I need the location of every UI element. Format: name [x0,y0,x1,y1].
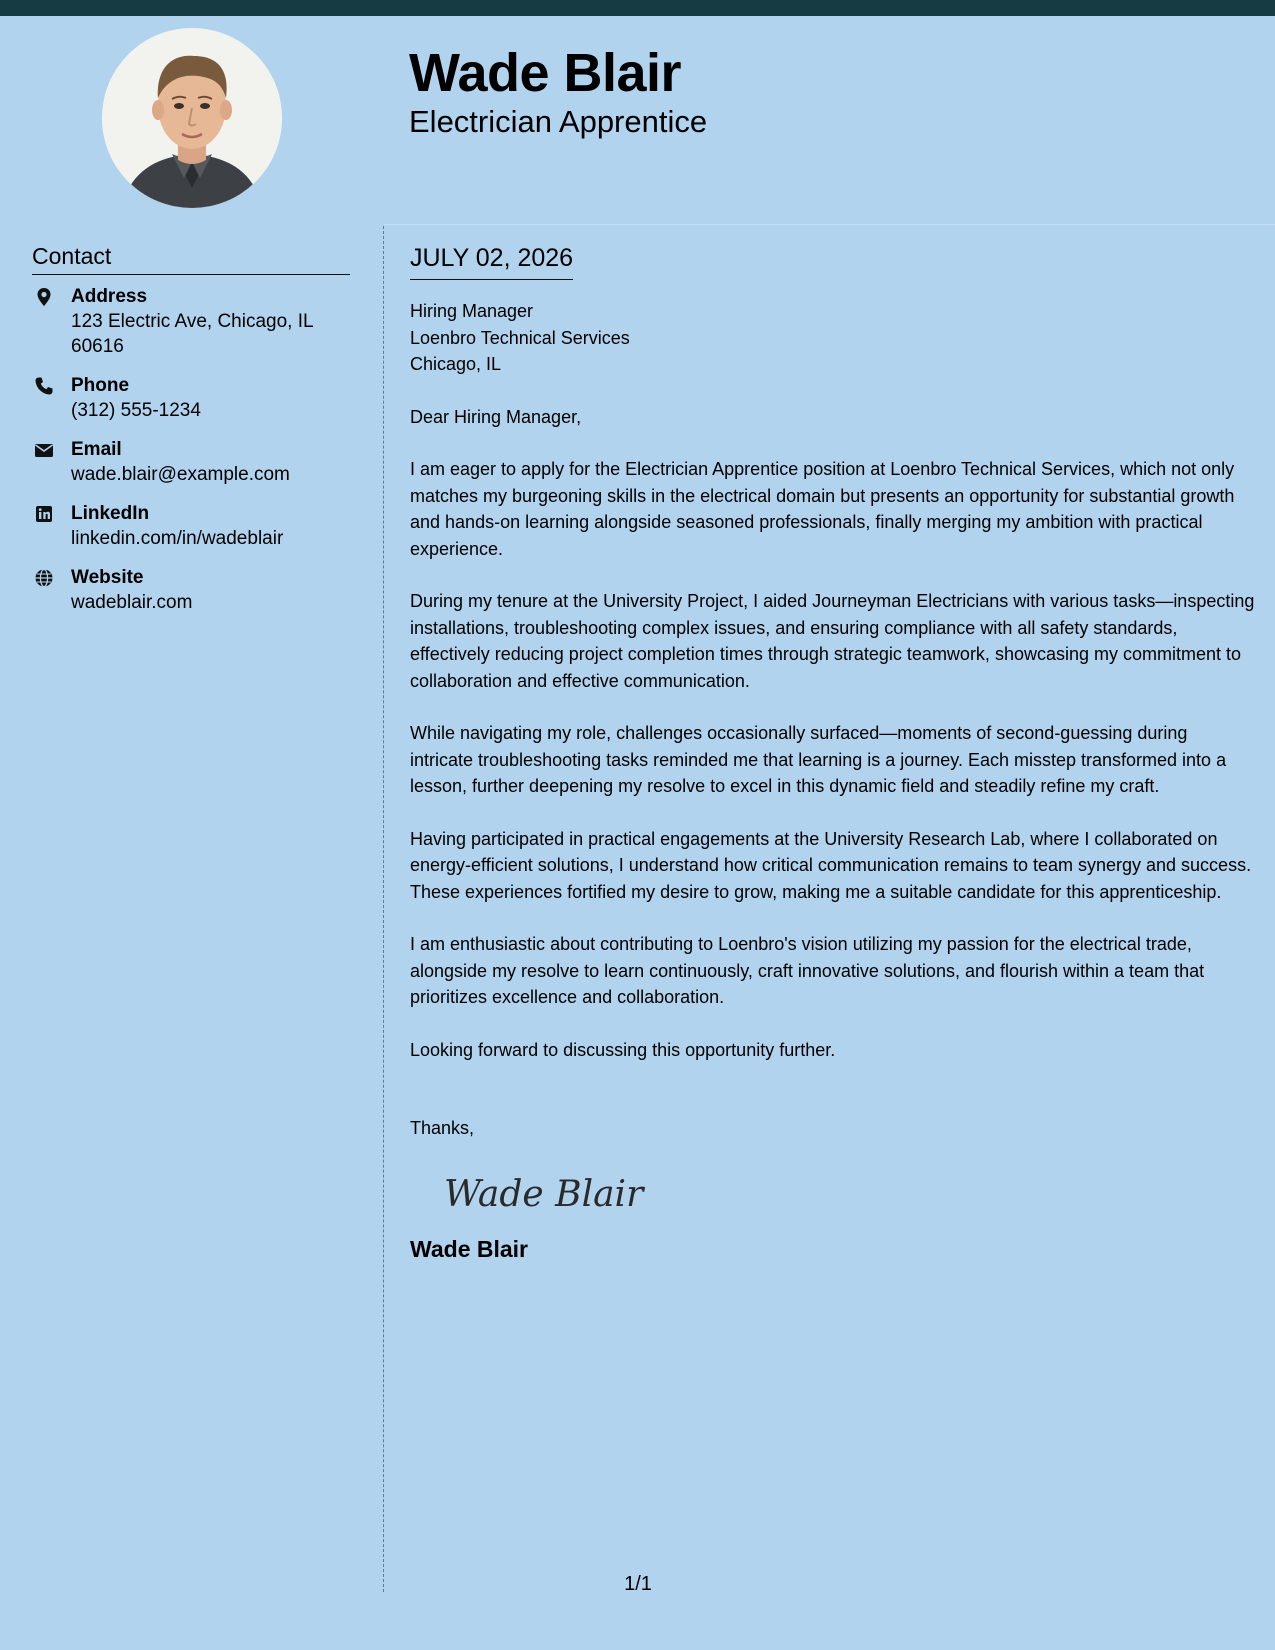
linkedin-icon [34,504,54,524]
contact-value: (312) 555-1234 [71,400,201,421]
contact-value: wadeblair.com [71,592,193,613]
profile-photo [102,28,282,208]
contact-list [32,284,350,629]
contact-heading: Contact [32,242,350,275]
recipient-line: Hiring Manager [410,301,534,321]
recipient-line: Loenbro Technical Services [410,327,630,348]
signer-name: Wade Blair [410,1235,529,1262]
header-divider [384,224,1275,225]
closing: Thanks, [410,1118,475,1138]
letter-paragraph: While navigating my role, challenges occasionally surfaced—moments of second-guessing during intricate troubleshooting tasks reminded me that learning is a journey. Each misstep transformed into a lesson, further deepening my resolve to excel in this dynamic field and steadily refine my craft. [410,723,1227,796]
contact-value: linkedin.com/in/wadeblair [71,528,284,549]
signature [442,1164,1255,1222]
recipient-block [410,298,1255,378]
contact-value: wade.blair@example.com [71,464,290,485]
page-number: 1/1 [624,1573,652,1595]
map-pin-icon [34,287,54,307]
contact-linkedin [32,501,350,551]
recipient-line: Chicago, IL [410,354,502,374]
contact-label: LinkedIn [71,503,150,524]
contact-email [32,437,350,487]
signature-image [442,1164,662,1222]
contact-value: 123 Electric Ave, Chicago, IL 60616 [71,311,313,357]
letter-paragraph: Looking forward to discussing this opportunity further. [410,1039,836,1060]
column-divider [383,226,384,1592]
letter-body [410,242,1255,1264]
letter-date: JULY 02, 2026 [410,242,573,280]
contact-website [32,565,350,615]
job-title: Electrician Apprentice [409,104,708,139]
contact-address [32,284,350,359]
candidate-name: Wade Blair [409,43,682,103]
contact-label: Address [71,286,148,307]
contact-label: Email [71,439,122,460]
contact-label: Website [71,567,144,588]
letter-paragraph: Having participated in practical engagements at the University Research Lab, where I collaborated on energy-efficient solutions, I understand how critical communication remains to team synergy and success. These experiences fortified my desire to grow, making me a suitable candidate for this apprenticeship. [410,828,1252,902]
globe-icon [34,568,54,588]
top-bar [0,0,1275,16]
letter-paragraph: I am enthusiastic about contributing to Loenbro's vision utilizing my passion for the electrical trade, alongside my resolve to learn continuously, craft innovative solutions, and flourish within a team that prioritizes excellence and collaboration. [410,934,1205,1007]
avatar [102,28,282,208]
letter-paragraph: I am eager to apply for the Electrician Apprentice position at Loenbro Technical Services, which not only matches my burgeoning skills in the electrical domain but presents an opportunity for substantial growth and hands-on learning alongside seasoned professionals, finally merging my ambition with practical experience. [410,459,1235,559]
phone-icon [34,376,54,396]
contact-phone [32,373,350,423]
envelope-icon [34,440,54,460]
salutation: Dear Hiring Manager, [410,406,582,427]
contact-label: Phone [71,375,130,396]
letter-paragraph: During my tenure at the University Project, I aided Journeyman Electricians with various tasks—inspecting installations, troubleshooting complex issues, and ensuring compliance with all safety standards, effectively reducing project completion times through strategic teamwork, showcasing my commitment to collaboration and effective communication. [410,591,1255,691]
signature-text: Wade Blair [444,1173,644,1215]
